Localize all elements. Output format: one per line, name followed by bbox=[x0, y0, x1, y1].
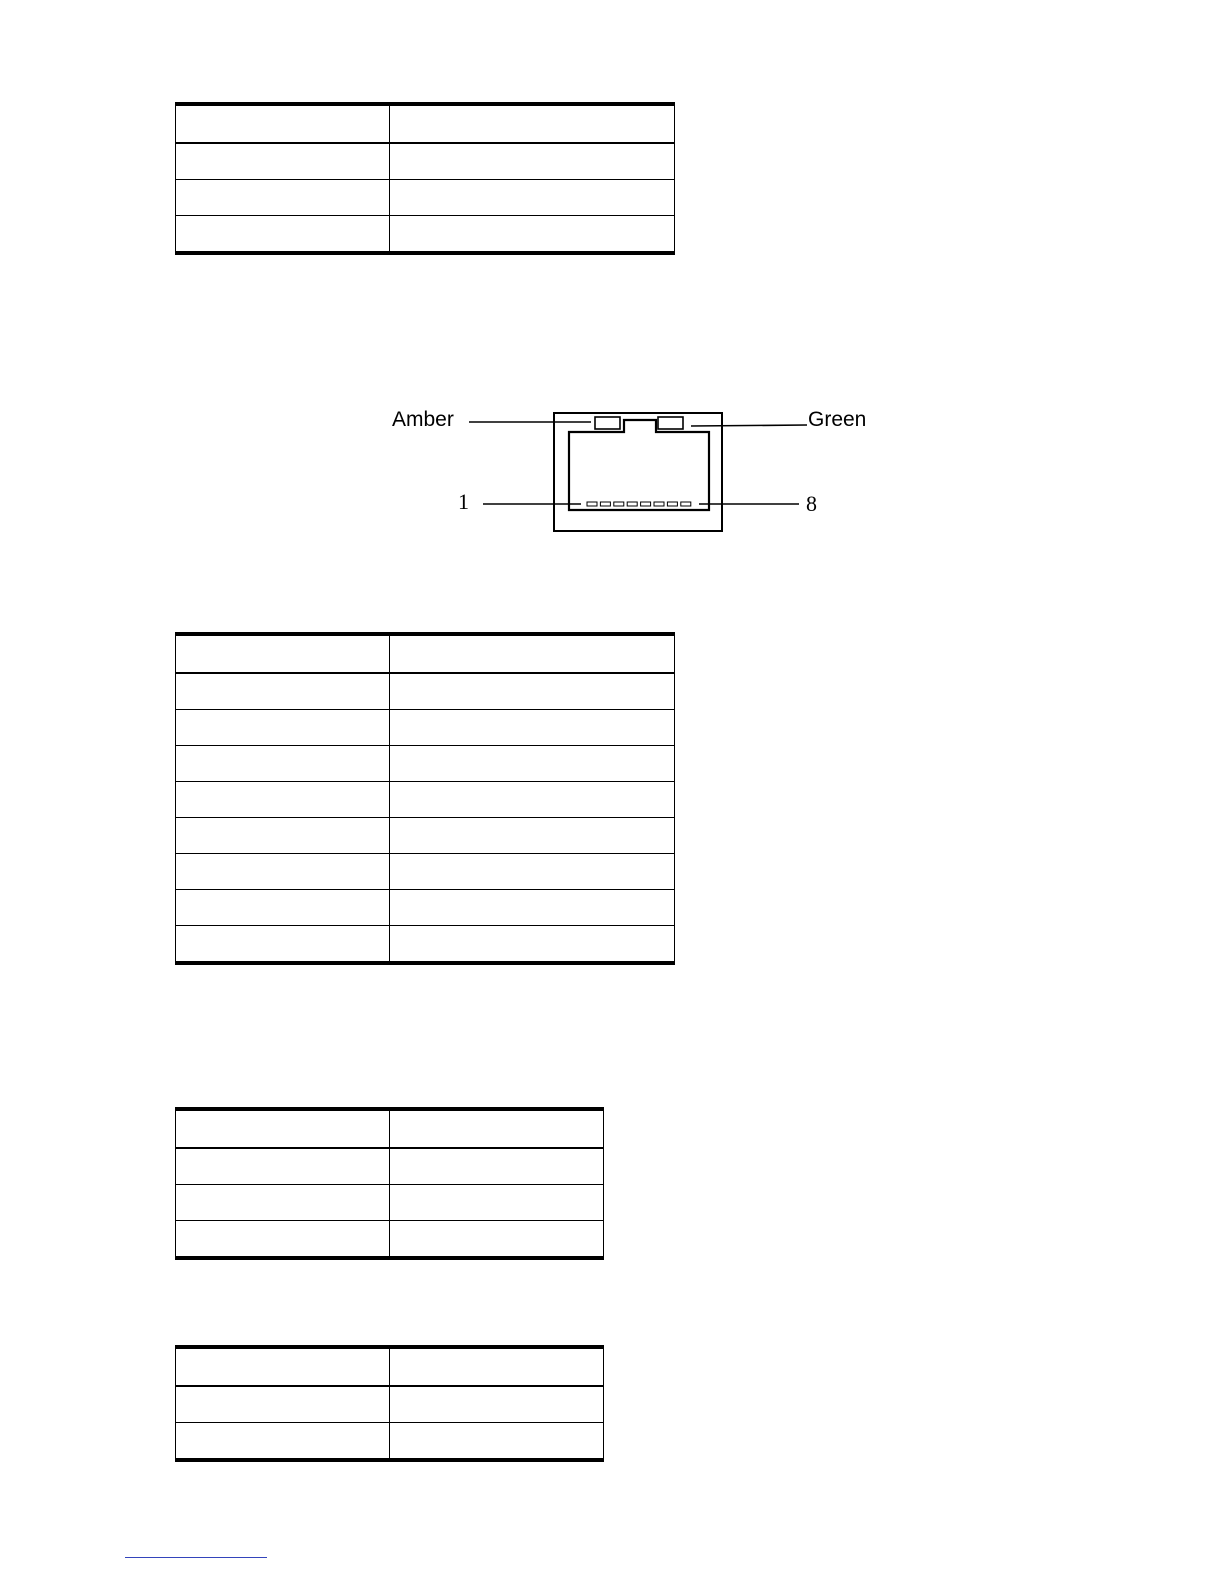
table-row bbox=[176, 890, 675, 926]
table-header-row bbox=[176, 1347, 604, 1386]
table-row bbox=[176, 673, 675, 710]
footer-link-underline[interactable] bbox=[125, 1557, 267, 1558]
connector-pin bbox=[667, 502, 677, 506]
green-label: Green bbox=[808, 408, 867, 431]
pin-8-label: 8 bbox=[806, 491, 817, 516]
amber-led bbox=[595, 417, 620, 429]
table-row bbox=[176, 854, 675, 890]
connector-socket bbox=[569, 420, 709, 510]
table-row bbox=[176, 1148, 604, 1185]
table-row bbox=[176, 143, 675, 180]
table-row bbox=[176, 216, 675, 254]
amber-label: Amber bbox=[392, 408, 454, 431]
table-row bbox=[176, 1386, 604, 1423]
table-row bbox=[176, 746, 675, 782]
table-row bbox=[176, 1221, 604, 1259]
connector-pin bbox=[654, 502, 664, 506]
table-header-row bbox=[176, 104, 675, 143]
connector-pin bbox=[641, 502, 651, 506]
connector-pin bbox=[600, 502, 610, 506]
table-row bbox=[176, 180, 675, 216]
table-row bbox=[176, 818, 675, 854]
connector-pin bbox=[614, 502, 624, 506]
table-header-row bbox=[176, 1109, 604, 1148]
table-row bbox=[176, 782, 675, 818]
table-4 bbox=[175, 1345, 604, 1462]
green-leader-line bbox=[691, 425, 807, 426]
table-row bbox=[176, 926, 675, 964]
green-led bbox=[658, 417, 683, 429]
connector-pins bbox=[587, 502, 691, 506]
connector-housing bbox=[554, 413, 722, 531]
connector-pin bbox=[587, 502, 597, 506]
table-row bbox=[176, 710, 675, 746]
table-row bbox=[176, 1423, 604, 1461]
pin-1-label: 1 bbox=[458, 489, 469, 514]
table-2 bbox=[175, 632, 675, 965]
table-3 bbox=[175, 1107, 604, 1260]
connector-pin bbox=[681, 502, 691, 506]
table-header-row bbox=[176, 634, 675, 673]
rj45-connector-diagram bbox=[380, 395, 880, 540]
table-row bbox=[176, 1185, 604, 1221]
table-1 bbox=[175, 102, 675, 255]
connector-pin bbox=[627, 502, 637, 506]
